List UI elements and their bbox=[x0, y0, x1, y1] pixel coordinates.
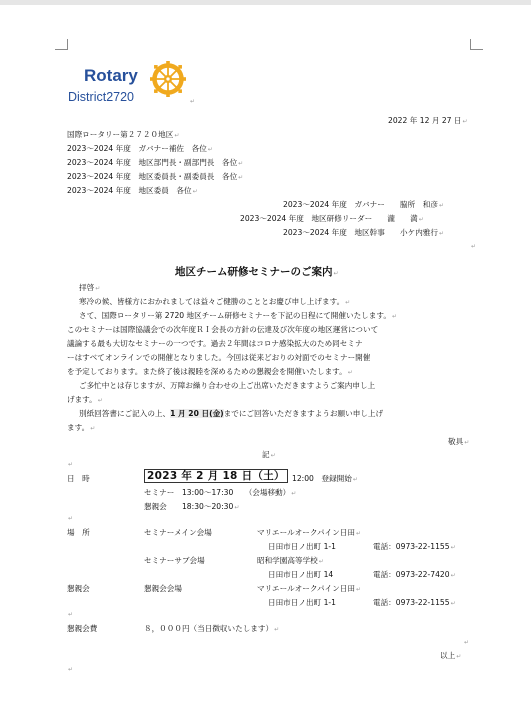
venue-label: 場 所 bbox=[67, 528, 90, 537]
recipient-line: 2023～2024 年度 ガバナー補佐 各位↵ bbox=[67, 144, 213, 153]
fee-label: 懇親会費 bbox=[67, 624, 98, 633]
paragraph-mark: ↵ bbox=[68, 461, 74, 468]
party-venue-address: 日田市日ノ出町 1-1 bbox=[268, 598, 336, 607]
body-line: さて、国際ロータリー第 2720 地区チーム研修セミナーを下記の日程にて開催いたします。↵ bbox=[79, 311, 397, 320]
body-line: 寒冷の候、皆様方におかれましては益々ご健勝のこととお慶び申し上げます。↵ bbox=[79, 297, 351, 306]
party-venue-name: マリエールオークパイン日田↵ bbox=[257, 584, 361, 593]
party-time: 懇親会 18:30～20:30↵ bbox=[144, 502, 240, 511]
document-title: 地区チーム研修セミナーのご案内↵ bbox=[175, 266, 339, 278]
sub-venue-address: 日田市日ノ出町 14 bbox=[268, 570, 334, 579]
logo-district-text: District2720 bbox=[68, 90, 134, 104]
recipient-line: 2023～2024 年度 地区部門長・副部門長 各位↵ bbox=[67, 158, 244, 167]
logo-brand-text: Rotary bbox=[84, 66, 138, 85]
main-venue-phone: 電話：0973-22-1155↵ bbox=[373, 542, 456, 551]
fee-value: ８，０００円（当日徴収いたします）↵ bbox=[144, 624, 280, 633]
sub-venue-name: 昭和学園高等学校↵ bbox=[257, 556, 324, 565]
paragraph-mark: ↵ bbox=[68, 515, 74, 522]
end-mark: 以上↵ bbox=[440, 651, 462, 660]
paragraph-mark: ↵ bbox=[68, 666, 74, 673]
reception-time: 12:00 登録開始↵ bbox=[292, 474, 358, 483]
party-label: 懇親会 bbox=[67, 584, 90, 593]
rotary-logo bbox=[68, 61, 198, 111]
crop-mark-top-left bbox=[55, 39, 68, 50]
main-venue-address: 日田市日ノ出町 1-1 bbox=[268, 542, 336, 551]
recipient-line: 2023～2024 年度 地区委員長・副委員長 各位↵ bbox=[67, 172, 244, 181]
main-venue-label: セミナーメイン会場 bbox=[144, 528, 212, 537]
sender-line: 2023～2024 年度 ガバナー 脇所 和彦↵ bbox=[283, 200, 445, 209]
body-line: を予定しております。また終了後は親睦を深めるための懇親会を開催いたします。↵ bbox=[67, 367, 353, 376]
salutation: 拝啓↵ bbox=[79, 283, 101, 292]
party-venue-phone: 電話：0973-22-1155↵ bbox=[373, 598, 456, 607]
sub-venue-phone: 電話：0973-22-7420↵ bbox=[373, 570, 456, 579]
recipient-line: 2023～2024 年度 地区委員 各位↵ bbox=[67, 186, 198, 195]
sender-line: 2023～2024 年度 地区幹事 小ケ内雅行↵ bbox=[283, 228, 445, 237]
rotary-wheel-icon bbox=[150, 61, 186, 97]
event-date: 2023 年 2 月 18 日（土） bbox=[144, 471, 288, 482]
schedule-label: 日 時 bbox=[67, 474, 90, 483]
body-line: 議論する最も大切なセミナーの一つです。過去２年間はコロナ感染拡大のため同セミナ bbox=[67, 339, 363, 348]
body-line: ーはすべてオンラインでの開催となりました。今回は従来どおりの対面でのセミナー開催 bbox=[67, 353, 371, 362]
reply-request-cont: ます。↵ bbox=[67, 423, 96, 432]
paragraph-mark: ↵ bbox=[68, 611, 74, 618]
crop-mark-top-right bbox=[470, 39, 483, 50]
body-line: このセミナーは国際協議会での次年度ＲＩ会長の方針の伝達及び次年度の地区運営について bbox=[67, 325, 379, 334]
seminar-time: セミナー 13:00～17:30 （会場移動）↵ bbox=[144, 488, 297, 497]
sender-line: 2023～2024 年度 地区研修リーダー 瀧 満↵ bbox=[240, 214, 424, 223]
ki-heading: 記↵ bbox=[262, 450, 276, 459]
paragraph-mark: ↵ bbox=[464, 639, 470, 646]
recipient-line: 国際ロータリー第２７２０地区↵ bbox=[67, 130, 180, 139]
reply-deadline: 1 月 20 日(金) bbox=[170, 409, 224, 418]
reply-request: 別紙回答書にご記入の上、1 月 20 日(金)までにご回答いただきますようお願い申し上げ bbox=[79, 409, 384, 418]
document-page bbox=[0, 5, 531, 703]
letter-date: 2022 年 12 月 27 日↵ bbox=[388, 116, 468, 125]
sub-venue-label: セミナーサブ会場 bbox=[144, 556, 205, 565]
party-venue-label: 懇親会会場 bbox=[144, 584, 182, 593]
body-line: ご多忙中とは存じますが、万障お繰り合わせの上ご出席いただきますようご案内申し上 bbox=[79, 381, 376, 390]
main-venue-name: マリエールオークパイン日田↵ bbox=[257, 528, 361, 537]
closing-keigu: 敬具↵ bbox=[448, 437, 470, 446]
paragraph-mark: ↵ bbox=[471, 243, 477, 250]
paragraph-mark: ↵ bbox=[190, 98, 196, 105]
body-line: げます。↵ bbox=[67, 395, 103, 404]
